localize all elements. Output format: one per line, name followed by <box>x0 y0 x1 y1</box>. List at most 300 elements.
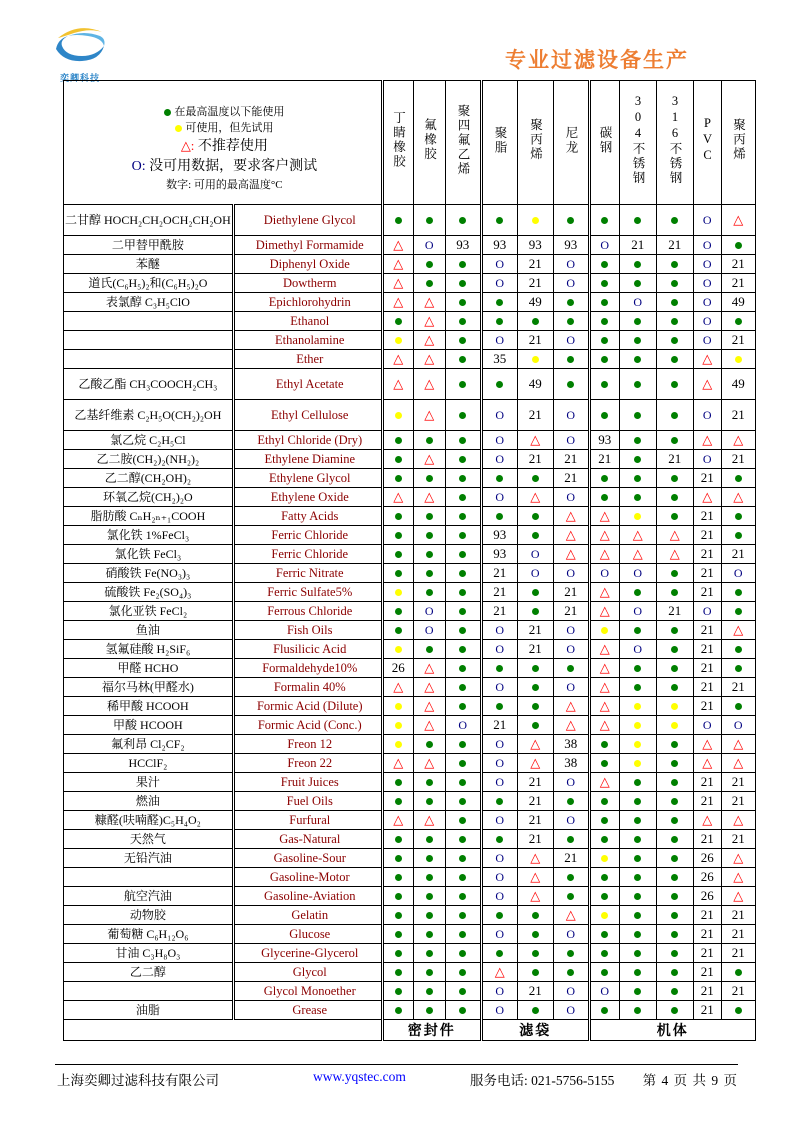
green-dot-icon <box>671 318 678 325</box>
nodata-o-icon: O <box>566 680 576 694</box>
compat-cell <box>445 621 481 640</box>
chemical-name-en: Ferrous Chloride <box>233 602 382 621</box>
chemical-name-en: Ferric Chloride <box>233 545 382 564</box>
compat-cell <box>382 697 413 716</box>
green-dot-icon <box>634 217 641 224</box>
compat-cell <box>382 602 413 621</box>
table-row <box>64 450 756 469</box>
red-triangle-icon: △ <box>632 546 643 561</box>
compat-cell <box>481 830 517 849</box>
compat-cell <box>445 735 481 754</box>
max-temp-value: 93 <box>456 237 470 252</box>
green-dot-icon <box>459 1007 466 1014</box>
table-row <box>64 400 756 431</box>
red-triangle-icon: △ <box>733 212 744 227</box>
green-dot-icon <box>634 356 641 363</box>
compat-cell <box>721 583 755 602</box>
compat-cell <box>481 792 517 811</box>
compat-cell <box>656 583 693 602</box>
compat-cell <box>481 400 517 431</box>
nodata-o-icon: O <box>495 490 505 504</box>
compat-cell <box>589 488 619 507</box>
red-triangle-icon: △ <box>599 603 610 618</box>
compat-cell <box>517 274 553 293</box>
compat-cell <box>553 811 589 830</box>
compat-cell <box>445 469 481 488</box>
green-dot-icon <box>671 665 678 672</box>
green-dot-icon <box>532 318 539 325</box>
red-triangle-icon: △ <box>393 275 404 290</box>
max-temp-value: 93 <box>528 237 542 252</box>
red-triangle-icon: △ <box>669 546 680 561</box>
red-triangle-icon: △ <box>599 641 610 656</box>
compat-cell <box>693 849 721 868</box>
compat-cell <box>656 526 693 545</box>
red-triangle-icon: △ <box>565 698 576 713</box>
compat-cell <box>619 773 656 792</box>
compat-cell <box>619 312 656 331</box>
compat-cell <box>589 868 619 887</box>
green-dot-icon <box>671 627 678 634</box>
compat-cell <box>382 312 413 331</box>
compat-cell <box>413 400 445 431</box>
page-title: 专业过滤设备生产 <box>505 49 689 72</box>
compat-cell <box>517 963 553 982</box>
compat-cell <box>481 849 517 868</box>
green-dot-icon <box>459 437 466 444</box>
compat-cell <box>382 350 413 369</box>
green-dot-icon <box>634 261 641 268</box>
table-row <box>64 526 756 545</box>
compat-cell <box>413 830 445 849</box>
max-temp-value: 21 <box>700 660 714 675</box>
compat-cell <box>589 583 619 602</box>
compat-cell <box>589 640 619 659</box>
compat-cell <box>553 621 589 640</box>
compat-cell <box>481 602 517 621</box>
green-dot-icon <box>426 261 433 268</box>
max-temp-value: 49 <box>731 294 745 309</box>
green-dot-icon <box>426 437 433 444</box>
compat-cell <box>721 640 755 659</box>
max-temp-value: 21 <box>668 237 682 252</box>
red-triangle-icon: △ <box>424 332 435 347</box>
red-triangle-icon: △ <box>702 489 713 504</box>
max-temp-value: 21 <box>731 926 745 941</box>
red-triangle-icon: △ <box>599 717 610 732</box>
chemical-name-cn: 硫酸铁 Fe₂(SO₄)₃ <box>64 583 234 602</box>
red-triangle-icon: △ <box>393 489 404 504</box>
green-dot-icon <box>459 779 466 786</box>
green-dot-icon <box>395 950 402 957</box>
compat-cell <box>693 621 721 640</box>
chemical-name-en: Gelatin <box>233 906 382 925</box>
chemical-name-cn: 福尔马林(甲醛水) <box>64 678 234 697</box>
green-dot-icon <box>671 381 678 388</box>
compat-cell <box>619 982 656 1001</box>
green-dot-icon <box>671 570 678 577</box>
green-dot-icon <box>634 318 641 325</box>
compat-cell <box>589 925 619 944</box>
max-temp-value: 21 <box>700 679 714 694</box>
logo-swirl-icon <box>44 22 116 68</box>
compat-cell <box>517 697 553 716</box>
compat-cell <box>721 754 755 773</box>
compat-cell <box>517 293 553 312</box>
nodata-o-icon: O <box>495 452 505 466</box>
green-dot-icon <box>735 532 742 539</box>
compat-cell <box>589 773 619 792</box>
green-dot-icon <box>567 665 574 672</box>
compat-cell <box>445 400 481 431</box>
table-row <box>64 849 756 868</box>
compat-cell <box>481 640 517 659</box>
table-row <box>64 925 756 944</box>
green-dot-icon <box>601 356 608 363</box>
nodata-o-icon: O <box>633 604 643 618</box>
max-temp-value: 21 <box>700 584 714 599</box>
compat-cell <box>721 659 755 678</box>
green-dot-icon <box>395 988 402 995</box>
nodata-o-icon: O <box>702 295 712 309</box>
green-dot-icon <box>601 931 608 938</box>
compat-cell <box>382 735 413 754</box>
compat-cell <box>589 564 619 583</box>
green-dot-icon <box>671 513 678 520</box>
green-dot-icon <box>567 217 574 224</box>
compat-cell <box>413 255 445 274</box>
green-dot-icon <box>395 456 402 463</box>
green-dot-icon <box>634 589 641 596</box>
green-dot-icon <box>395 893 402 900</box>
compat-cell <box>693 830 721 849</box>
compat-cell <box>619 678 656 697</box>
compat-cell <box>553 678 589 697</box>
compat-cell <box>656 887 693 906</box>
compat-cell <box>382 621 413 640</box>
green-dot-icon <box>426 589 433 596</box>
compat-cell <box>619 735 656 754</box>
compat-cell <box>619 400 656 431</box>
compat-cell <box>589 236 619 255</box>
red-triangle-icon: △: <box>180 138 195 154</box>
compat-cell <box>382 564 413 583</box>
compat-cell <box>619 621 656 640</box>
green-dot-icon <box>532 475 539 482</box>
green-dot-icon <box>601 280 608 287</box>
nodata-o-icon: O <box>495 680 505 694</box>
compat-cell <box>553 431 589 450</box>
compat-cell <box>481 350 517 369</box>
compat-cell <box>413 312 445 331</box>
chemical-name-en: Freon 22 <box>233 754 382 773</box>
green-dot-icon <box>532 589 539 596</box>
red-triangle-icon: △ <box>565 508 576 523</box>
max-temp-value: 21 <box>668 603 682 618</box>
green-dot-icon <box>735 513 742 520</box>
compat-cell <box>445 255 481 274</box>
max-temp-value: 21 <box>700 1002 714 1017</box>
compat-cell <box>481 754 517 773</box>
compat-cell <box>413 583 445 602</box>
compat-cell <box>656 564 693 583</box>
compat-cell <box>619 331 656 350</box>
compat-cell <box>553 773 589 792</box>
yellow-dot-icon <box>634 703 641 710</box>
compat-cell <box>589 849 619 868</box>
compat-cell <box>553 868 589 887</box>
green-dot-icon <box>426 551 433 558</box>
chemical-name-en: Ethanol <box>233 312 382 331</box>
red-triangle-icon: △ <box>599 660 610 675</box>
green-dot-icon <box>601 494 608 501</box>
green-dot-icon <box>459 589 466 596</box>
compat-cell <box>656 735 693 754</box>
nodata-o-icon: O <box>424 238 434 252</box>
max-temp-value: 38 <box>564 736 578 751</box>
green-dot-icon <box>532 513 539 520</box>
compat-cell <box>656 293 693 312</box>
green-dot-icon <box>601 874 608 881</box>
compat-cell <box>382 1001 413 1020</box>
chemical-name-en: Fruit Juices <box>233 773 382 792</box>
green-dot-icon <box>496 798 503 805</box>
compat-cell <box>656 350 693 369</box>
compat-cell <box>721 811 755 830</box>
max-temp-value: 21 <box>731 945 745 960</box>
chemical-name-en: Ether <box>233 350 382 369</box>
max-temp-value: 21 <box>564 603 578 618</box>
compat-cell <box>481 431 517 450</box>
compat-cell <box>481 868 517 887</box>
compat-cell <box>693 982 721 1001</box>
chemical-name-en: Formaldehyde10% <box>233 659 382 678</box>
footer-phone: 服务电话: 021-5756-5155 <box>470 1073 615 1088</box>
compat-cell <box>589 331 619 350</box>
compat-cell <box>721 236 755 255</box>
compat-cell <box>656 621 693 640</box>
green-dot-icon <box>532 684 539 691</box>
red-triangle-icon: △ <box>424 679 435 694</box>
compat-cell <box>619 469 656 488</box>
table-row <box>64 488 756 507</box>
compat-cell <box>517 887 553 906</box>
green-dot-icon <box>459 931 466 938</box>
green-dot-icon <box>671 874 678 881</box>
green-dot-icon <box>426 893 433 900</box>
nodata-o-icon: O <box>495 851 505 865</box>
compat-cell <box>693 887 721 906</box>
compat-cell <box>413 236 445 255</box>
compat-cell <box>589 602 619 621</box>
compat-cell <box>553 469 589 488</box>
nodata-o-icon: O <box>495 623 505 637</box>
compat-cell <box>553 331 589 350</box>
table-row <box>64 811 756 830</box>
compat-cell <box>481 659 517 678</box>
compat-cell <box>619 488 656 507</box>
compat-cell <box>413 602 445 621</box>
green-dot-icon <box>671 217 678 224</box>
green-dot-icon <box>496 318 503 325</box>
compat-cell <box>656 754 693 773</box>
chemical-name-cn: 环氧乙烷(CH₂)₂O <box>64 488 234 507</box>
green-dot-icon <box>634 381 641 388</box>
legend <box>64 81 383 205</box>
green-dot-icon <box>426 798 433 805</box>
compat-cell <box>413 350 445 369</box>
compat-cell <box>693 205 721 236</box>
compat-cell <box>693 659 721 678</box>
column-header-9: 316不锈钢 <box>656 81 693 205</box>
compat-cell <box>481 735 517 754</box>
compat-cell <box>693 255 721 274</box>
compat-cell <box>619 236 656 255</box>
compat-cell <box>413 735 445 754</box>
compat-cell <box>619 1001 656 1020</box>
green-dot-icon <box>459 513 466 520</box>
yellow-dot-icon <box>634 741 641 748</box>
chemical-name-cn: 乙二胺(CH₂)₂(NH₂)₂ <box>64 450 234 469</box>
red-triangle-icon: △ <box>669 527 680 542</box>
max-temp-value: 26 <box>700 888 714 903</box>
table-row <box>64 830 756 849</box>
max-temp-value: 26 <box>700 850 714 865</box>
compat-cell <box>619 564 656 583</box>
compat-cell <box>445 450 481 469</box>
compat-cell <box>445 488 481 507</box>
max-temp-value: 21 <box>700 698 714 713</box>
green-dot-icon <box>735 665 742 672</box>
green-dot-icon <box>671 893 678 900</box>
compat-cell <box>589 887 619 906</box>
compat-cell <box>656 830 693 849</box>
red-triangle-icon: △ <box>702 351 713 366</box>
yellow-dot-icon <box>671 722 678 729</box>
yellow-dot-icon <box>601 627 608 634</box>
compat-cell <box>382 868 413 887</box>
max-temp-value: 21 <box>528 774 542 789</box>
nodata-o-icon: O <box>495 642 505 656</box>
max-temp-value: 21 <box>731 256 745 271</box>
table-row <box>64 754 756 773</box>
compat-cell <box>382 400 413 431</box>
max-temp-value: 21 <box>564 470 578 485</box>
compat-cell <box>721 331 755 350</box>
legend-line-test-first: 可使用，但先试用 <box>74 121 375 137</box>
green-dot-icon <box>459 356 466 363</box>
compat-cell <box>445 583 481 602</box>
compat-cell <box>693 735 721 754</box>
compat-cell <box>656 792 693 811</box>
chemical-name-en: Dowtherm <box>233 274 382 293</box>
compat-cell <box>413 659 445 678</box>
nodata-o-icon: O <box>566 566 576 580</box>
compat-cell <box>721 526 755 545</box>
chemical-name-en: Gasoline-Sour <box>233 849 382 868</box>
red-triangle-icon: △ <box>702 755 713 770</box>
max-temp-value: 21 <box>528 451 542 466</box>
compat-cell <box>445 350 481 369</box>
compat-cell <box>619 431 656 450</box>
compat-cell <box>445 431 481 450</box>
chemical-name-cn <box>64 982 234 1001</box>
compat-cell <box>656 659 693 678</box>
green-dot-icon <box>426 513 433 520</box>
chemical-name-cn: 无铅汽油 <box>64 849 234 868</box>
compat-cell <box>445 925 481 944</box>
nodata-o-icon: O <box>702 452 712 466</box>
chemical-name-en: Gasoline-Aviation <box>233 887 382 906</box>
compat-cell <box>553 792 589 811</box>
footer-website-link[interactable]: www.yqstec.com <box>313 1069 406 1084</box>
compat-cell <box>445 944 481 963</box>
green-dot-icon <box>496 950 503 957</box>
nodata-o-icon: O <box>495 927 505 941</box>
compat-cell <box>589 792 619 811</box>
max-temp-value: 21 <box>731 451 745 466</box>
chemical-name-en: Furfural <box>233 811 382 830</box>
compat-cell <box>721 678 755 697</box>
green-dot-icon <box>567 356 574 363</box>
compat-cell <box>619 925 656 944</box>
green-dot-icon <box>426 950 433 957</box>
compat-cell <box>382 925 413 944</box>
green-dot-icon <box>735 646 742 653</box>
green-dot-icon <box>459 665 466 672</box>
green-dot-icon <box>426 646 433 653</box>
green-dot-icon <box>426 874 433 881</box>
compat-cell <box>721 773 755 792</box>
green-dot-icon <box>634 874 641 881</box>
green-dot-icon <box>395 608 402 615</box>
compat-cell <box>413 205 445 236</box>
compat-cell <box>589 369 619 400</box>
green-dot-icon <box>671 412 678 419</box>
green-dot-icon <box>567 299 574 306</box>
compat-cell <box>693 507 721 526</box>
max-temp-value: 21 <box>700 964 714 979</box>
red-triangle-icon: △ <box>393 812 404 827</box>
compat-cell <box>553 963 589 982</box>
compat-cell <box>517 678 553 697</box>
table-row <box>64 545 756 564</box>
chemical-name-cn: 乙二醇 <box>64 963 234 982</box>
chemical-name-en: Gasoline-Motor <box>233 868 382 887</box>
compat-cell <box>656 925 693 944</box>
compat-cell <box>721 944 755 963</box>
compat-cell <box>382 545 413 564</box>
max-temp-value: 21 <box>731 679 745 694</box>
green-dot-icon <box>735 589 742 596</box>
compat-cell <box>553 369 589 400</box>
red-triangle-icon: △ <box>393 679 404 694</box>
green-dot-icon <box>735 242 742 249</box>
table-row <box>64 887 756 906</box>
compat-cell <box>553 640 589 659</box>
compat-cell <box>382 331 413 350</box>
table-row <box>64 369 756 400</box>
legend-line-not-recommended: △: 不推荐使用 <box>180 138 268 155</box>
compat-cell <box>481 236 517 255</box>
compat-cell <box>445 754 481 773</box>
compat-cell <box>693 678 721 697</box>
nodata-o-icon: O <box>702 276 712 290</box>
green-dot-icon <box>735 318 742 325</box>
compat-cell <box>656 602 693 621</box>
compat-cell <box>382 488 413 507</box>
table-row <box>64 331 756 350</box>
